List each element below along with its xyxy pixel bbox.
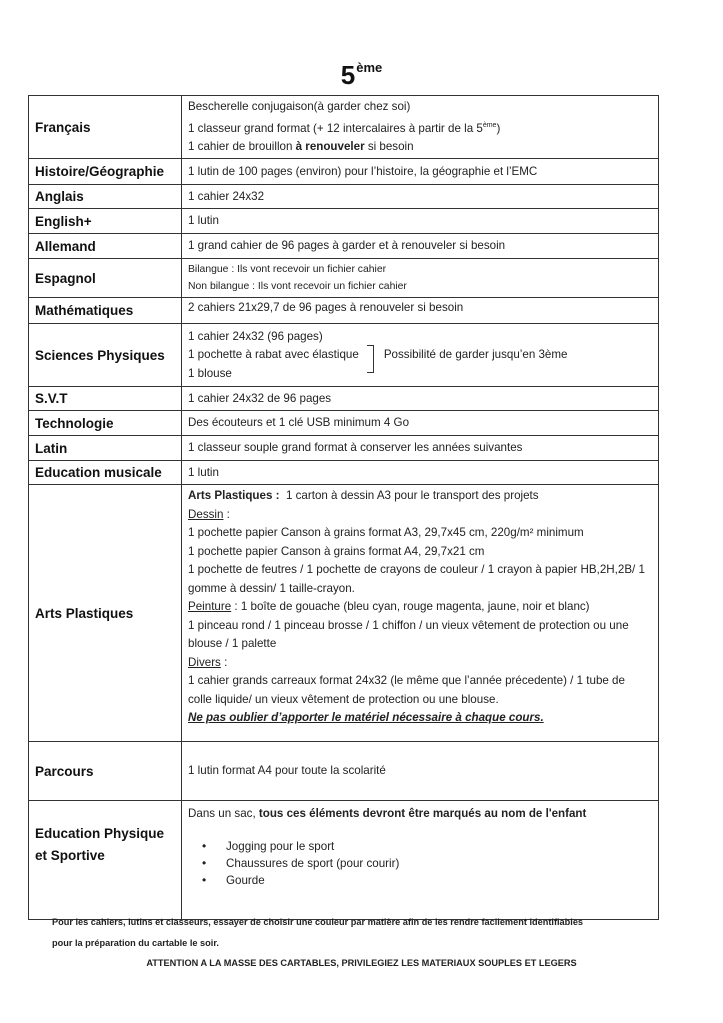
subject-label: Parcours (29, 742, 182, 801)
items-cell (182, 234, 659, 259)
subject-label: Allemand (29, 234, 182, 259)
bracket-items (188, 346, 359, 383)
item-text: Bescherelle conjugaison(à garder chez soi) (188, 100, 411, 113)
subject-label: English+ (29, 209, 182, 234)
item-text: Bilangue : Ils vont recevoir un fichier cahier (188, 264, 387, 276)
subject-label: S.V.T (29, 387, 182, 411)
subject-label: Education musicale (29, 461, 182, 485)
item-text (188, 487, 652, 506)
table-row-espagnol (29, 259, 659, 298)
table-row-francais (29, 96, 659, 159)
bracket-icon (367, 345, 374, 373)
subject-label (29, 801, 182, 920)
bracket-group (188, 346, 652, 383)
subject-label: Sciences Physiques (29, 324, 182, 387)
subject-label: Anglais (29, 185, 182, 209)
item-text-part: ) (496, 121, 501, 135)
item-text (188, 598, 652, 617)
item-text-part: 1 cahier de brouillon (188, 139, 296, 153)
items-cell (182, 411, 659, 436)
item-text: 1 cahier grands carreaux format 24x32 (le même que l’année précedente) / 1 tube de colle liquide/ un vieux vêtement de protection ou une blouse. (188, 674, 625, 706)
item-text-part: si besoin (364, 139, 414, 153)
item-text: 1 pinceau rond / 1 pinceau brosse / 1 chiffon / un vieux vêtement de protection ou une blouse / 1 palette (188, 618, 629, 651)
section-heading-divers: Divers : (188, 655, 228, 669)
items-cell (182, 461, 659, 485)
item-text (188, 138, 652, 157)
table-row-maths (29, 298, 659, 324)
subject-label-line: et Sportive (35, 848, 105, 864)
items-cell (182, 485, 659, 742)
items-cell (182, 298, 659, 324)
item-text: 1 pochette de feutres / 1 pochette de crayons de couleur / 1 crayon à papier HB,2H,2B/ 1 gomme à dessin/ 1 taille-crayon. (188, 563, 645, 595)
item-text: 1 blouse (188, 366, 232, 380)
footer-warning: ATTENTION A LA MASSE DES CARTABLES, PRIVILEGIEZ LES MATERIAUX SOUPLES ET LEGERS (146, 958, 577, 968)
item-emphasis: tous ces éléments devront être marqués au nom de l'enfant (258, 807, 587, 821)
table-row-musique (29, 461, 659, 485)
item-text: 1 lutin (188, 214, 219, 228)
table-row-allemand (29, 234, 659, 259)
section-heading-dessin: Dessin : (188, 507, 230, 521)
item-text (188, 117, 652, 138)
subject-label: Latin (29, 436, 182, 461)
item-text: 1 lutin (188, 465, 219, 479)
subject-label: Arts Plastiques (29, 485, 182, 742)
items-cell (182, 324, 659, 387)
item-emphasis: à renouveler (295, 139, 365, 153)
table-row-arts-plastiques (29, 485, 659, 742)
list-item: • Gourde (226, 872, 652, 889)
subject-label: Français (29, 96, 182, 159)
items-cell (182, 259, 659, 298)
item-text-part: Dans un sac, (188, 807, 259, 821)
subject-label: Mathématiques (29, 298, 182, 324)
subject-label: Technologie (29, 411, 182, 436)
item-text: 1 cahier 24x32 de 96 pages (188, 391, 332, 405)
item-text: Non bilangue : Ils vont recevoir un fichier cahier (188, 281, 407, 293)
item-text: 1 pochette papier Canson à grains format A3, 29,7x45 cm, 220g/m² minimum (188, 526, 584, 540)
table-row-histoire (29, 159, 659, 185)
items-cell (182, 387, 659, 411)
title-grade: 5 (340, 60, 356, 90)
table-row-anglais (29, 185, 659, 209)
items-cell (182, 185, 659, 209)
table-row-technologie (29, 411, 659, 436)
subject-label: Espagnol (29, 259, 182, 298)
item-text: 1 grand cahier de 96 pages à garder et à renouveler si besoin (188, 239, 506, 253)
table-row-parcours (29, 742, 659, 801)
section-label: Arts Plastiques : (188, 489, 280, 503)
item-text: 1 classeur souple grand format à conserver les années suivantes (188, 441, 523, 455)
item-text: Des écouteurs et 1 clé USB minimum 4 Go (188, 416, 410, 430)
item-text: 1 cahier 24x32 (188, 189, 265, 203)
item-text: 1 lutin de 100 pages (environ) pour l’histoire, la géographie et l’EMC (188, 164, 538, 178)
eps-item-list (188, 838, 652, 889)
items-cell (182, 209, 659, 234)
table-row-eps (29, 801, 659, 920)
table-row-english-plus (29, 209, 659, 234)
list-item: • Chaussures de sport (pour courir) (226, 855, 652, 872)
title-superscript: ème (356, 60, 383, 75)
table-row-latin (29, 436, 659, 461)
reminder-text: Ne pas oublier d’apporter le matériel nécessaire à chaque cours. (188, 711, 544, 725)
supplies-table (28, 95, 659, 920)
bracket-note: Possibilité de garder jusqu’en 3ème (383, 348, 568, 362)
items-cell (182, 436, 659, 461)
items-cell (182, 742, 659, 801)
footer-note-line-1: Pour les cahiers, lutins et classeurs, essayer de choisir une couleur par matière afin de les rendre facilement identifiables (52, 917, 584, 927)
item-superscript: ème (482, 121, 497, 129)
table-row-sciences-physiques (29, 324, 659, 387)
item-text-part: 1 carton à dessin A3 pour le transport des projets (279, 489, 539, 503)
table-row-svt (29, 387, 659, 411)
item-text: 2 cahiers 21x29,7 de 96 pages à renouveler si besoin (188, 301, 464, 315)
list-item: • Jogging pour le sport (226, 838, 652, 855)
footer-note-line-2: pour la préparation du cartable le soir. (52, 938, 219, 948)
subject-label: Histoire/Géographie (29, 159, 182, 185)
section-label: Dessin (188, 507, 224, 521)
subject-label-line: Education Physique (35, 826, 165, 842)
page-title (0, 60, 723, 91)
item-text: 1 pochette papier Canson à grains format A4, 29,7x21 cm (188, 544, 485, 558)
item-text-part: 1 classeur grand format (+ 12 intercalaires à partir de la 5 (188, 121, 483, 135)
items-cell (182, 801, 659, 920)
section-label: Peinture (188, 600, 232, 614)
item-text: 1 pochette à rabat avec élastique (188, 348, 359, 362)
bracket-annotation (359, 346, 568, 374)
section-label: Divers (188, 655, 221, 669)
item-text-part: : 1 boîte de gouache (bleu cyan, rouge magenta, jaune, noir et blanc) (231, 600, 590, 614)
item-text: 1 lutin format A4 pour toute la scolarité (188, 764, 386, 778)
items-cell (182, 96, 659, 159)
items-cell (182, 159, 659, 185)
item-text: 1 cahier 24x32 (96 pages) (188, 329, 323, 343)
item-text (188, 805, 652, 824)
